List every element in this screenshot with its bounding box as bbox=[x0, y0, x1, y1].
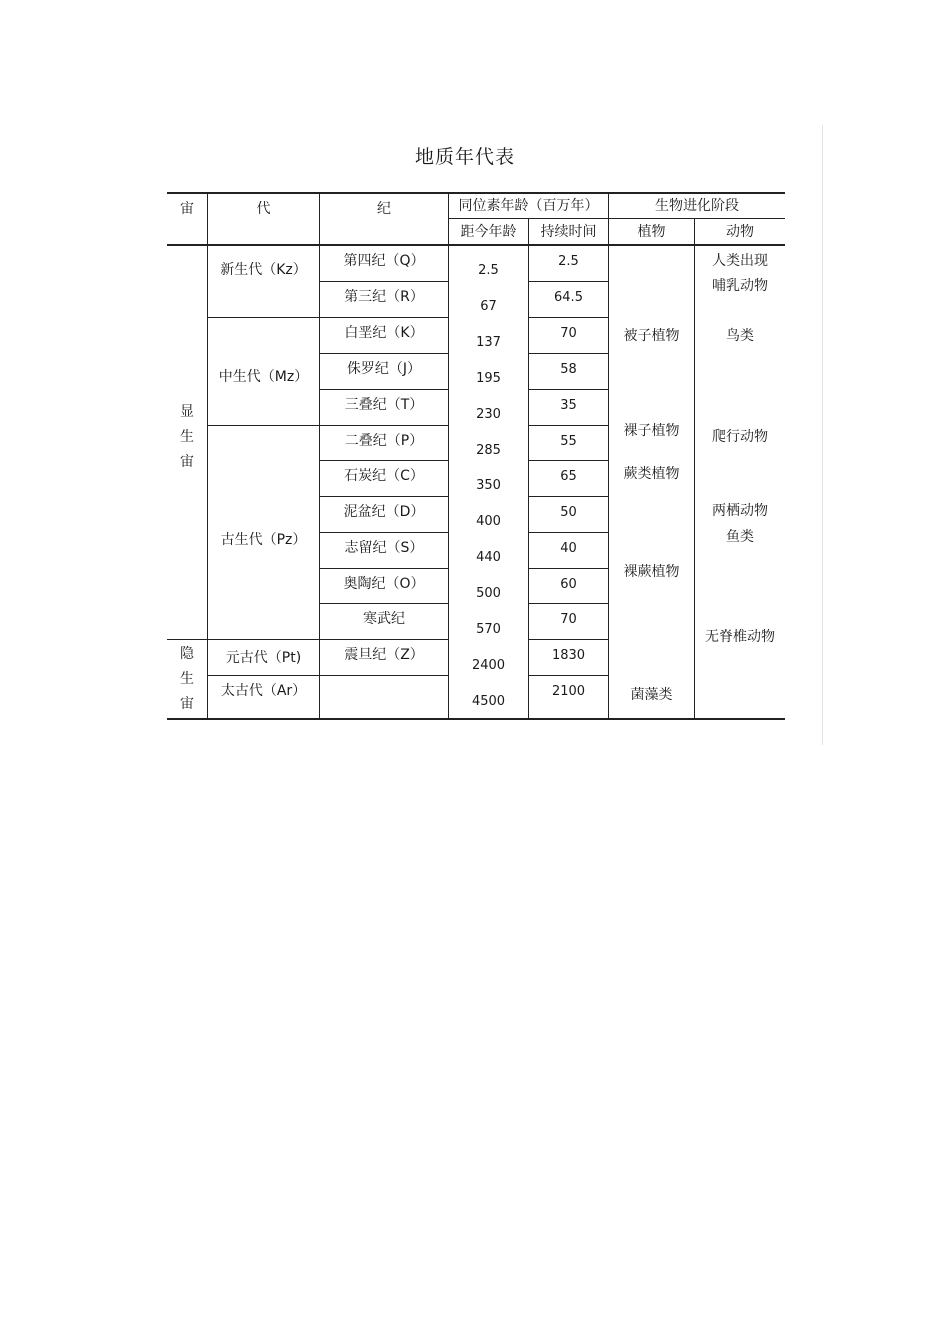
age-value: 500 bbox=[476, 585, 501, 601]
geologic-time-table bbox=[167, 192, 785, 720]
age-value: 570 bbox=[476, 621, 501, 637]
age-value: 67 bbox=[480, 298, 497, 314]
header-eon: 宙 bbox=[180, 201, 194, 217]
age-value: 137 bbox=[476, 334, 501, 350]
plant-stage: 裸蕨植物 bbox=[623, 564, 680, 580]
duration-value: 1830 bbox=[551, 647, 586, 663]
age-value: 285 bbox=[476, 442, 501, 458]
era-mesozoic: 中生代（Mz） bbox=[218, 369, 309, 385]
era-archean: 太古代（Ar） bbox=[220, 683, 307, 699]
age-value: 350 bbox=[476, 477, 501, 493]
duration-value: 65 bbox=[560, 468, 577, 484]
period-cell: 第三纪（R） bbox=[344, 289, 424, 305]
period-cell: 奥陶纪（O） bbox=[343, 576, 425, 592]
duration-value: 70 bbox=[560, 611, 577, 627]
period-cell: 志留纪（S） bbox=[344, 540, 424, 556]
animal-stage: 无脊椎动物 bbox=[705, 629, 775, 645]
animal-stage: 鱼类 bbox=[726, 529, 754, 545]
duration-value: 40 bbox=[560, 540, 577, 556]
plant-stage: 被子植物 bbox=[623, 328, 680, 344]
period-cell: 三叠纪（T） bbox=[344, 397, 424, 413]
period-cell: 震旦纪（Z） bbox=[344, 647, 424, 663]
period-cell: 第四纪（Q） bbox=[343, 253, 425, 269]
duration-value: 2.5 bbox=[558, 253, 579, 269]
era-paleozoic: 古生代（Pz） bbox=[220, 532, 307, 548]
animal-stage: 爬行动物 bbox=[712, 429, 768, 445]
period-cell: 寒武纪 bbox=[363, 611, 405, 627]
age-value: 2.5 bbox=[478, 262, 499, 278]
era-cenozoic: 新生代（Kz） bbox=[220, 262, 307, 278]
period-cell: 二叠纪（P） bbox=[344, 433, 424, 449]
duration-value: 35 bbox=[560, 397, 577, 413]
header-bottom-border bbox=[167, 244, 785, 246]
header-bio-stage: 生物进化阶段 bbox=[655, 198, 739, 214]
age-value: 2400 bbox=[471, 657, 506, 673]
duration-value: 2100 bbox=[551, 683, 586, 699]
age-value: 4500 bbox=[471, 693, 506, 709]
header-plants: 植物 bbox=[637, 224, 666, 240]
period-cell: 泥盆纪（D） bbox=[343, 504, 425, 520]
duration-value: 58 bbox=[560, 361, 577, 377]
eon-phanerozoic: 显 生 宙 bbox=[180, 403, 194, 470]
duration-value: 64.5 bbox=[554, 289, 583, 305]
era-proterozoic: 元古代（Pt) bbox=[225, 649, 302, 666]
duration-value: 70 bbox=[560, 325, 577, 341]
age-value: 400 bbox=[476, 513, 501, 529]
header-isotope-age: 同位素年龄（百万年） bbox=[458, 198, 599, 214]
table-bottom-border bbox=[167, 718, 785, 720]
period-cell: 白垩纪（K） bbox=[344, 325, 424, 341]
age-value: 195 bbox=[476, 370, 501, 386]
age-value: 440 bbox=[476, 549, 501, 565]
duration-value: 50 bbox=[560, 504, 577, 520]
header-duration: 持续时间 bbox=[540, 224, 597, 240]
eon-cryptozoic: 隐 生 宙 bbox=[180, 645, 194, 712]
header-period: 纪 bbox=[377, 201, 391, 217]
table-title: 地质年代表 bbox=[414, 146, 515, 168]
header-animals: 动物 bbox=[726, 224, 754, 240]
period-cell: 侏罗纪（J） bbox=[346, 361, 422, 377]
plant-stage: 菌藻类 bbox=[630, 687, 673, 703]
animal-stage: 哺乳动物 bbox=[712, 278, 768, 294]
header-age-from-now: 距今年龄 bbox=[460, 224, 517, 240]
duration-value: 55 bbox=[560, 433, 577, 449]
animal-stage: 两栖动物 bbox=[712, 503, 768, 519]
plant-stage: 蕨类植物 bbox=[623, 466, 680, 482]
plant-stage: 裸子植物 bbox=[623, 423, 680, 439]
period-cell: 石炭纪（C） bbox=[344, 468, 424, 484]
header-split-line bbox=[449, 218, 785, 219]
header-era: 代 bbox=[256, 201, 271, 217]
duration-value: 60 bbox=[560, 576, 577, 592]
animal-stage: 鸟类 bbox=[726, 328, 754, 344]
page-edge-rule bbox=[822, 125, 823, 745]
age-value: 230 bbox=[476, 406, 501, 422]
animal-stage: 人类出现 bbox=[712, 253, 768, 269]
